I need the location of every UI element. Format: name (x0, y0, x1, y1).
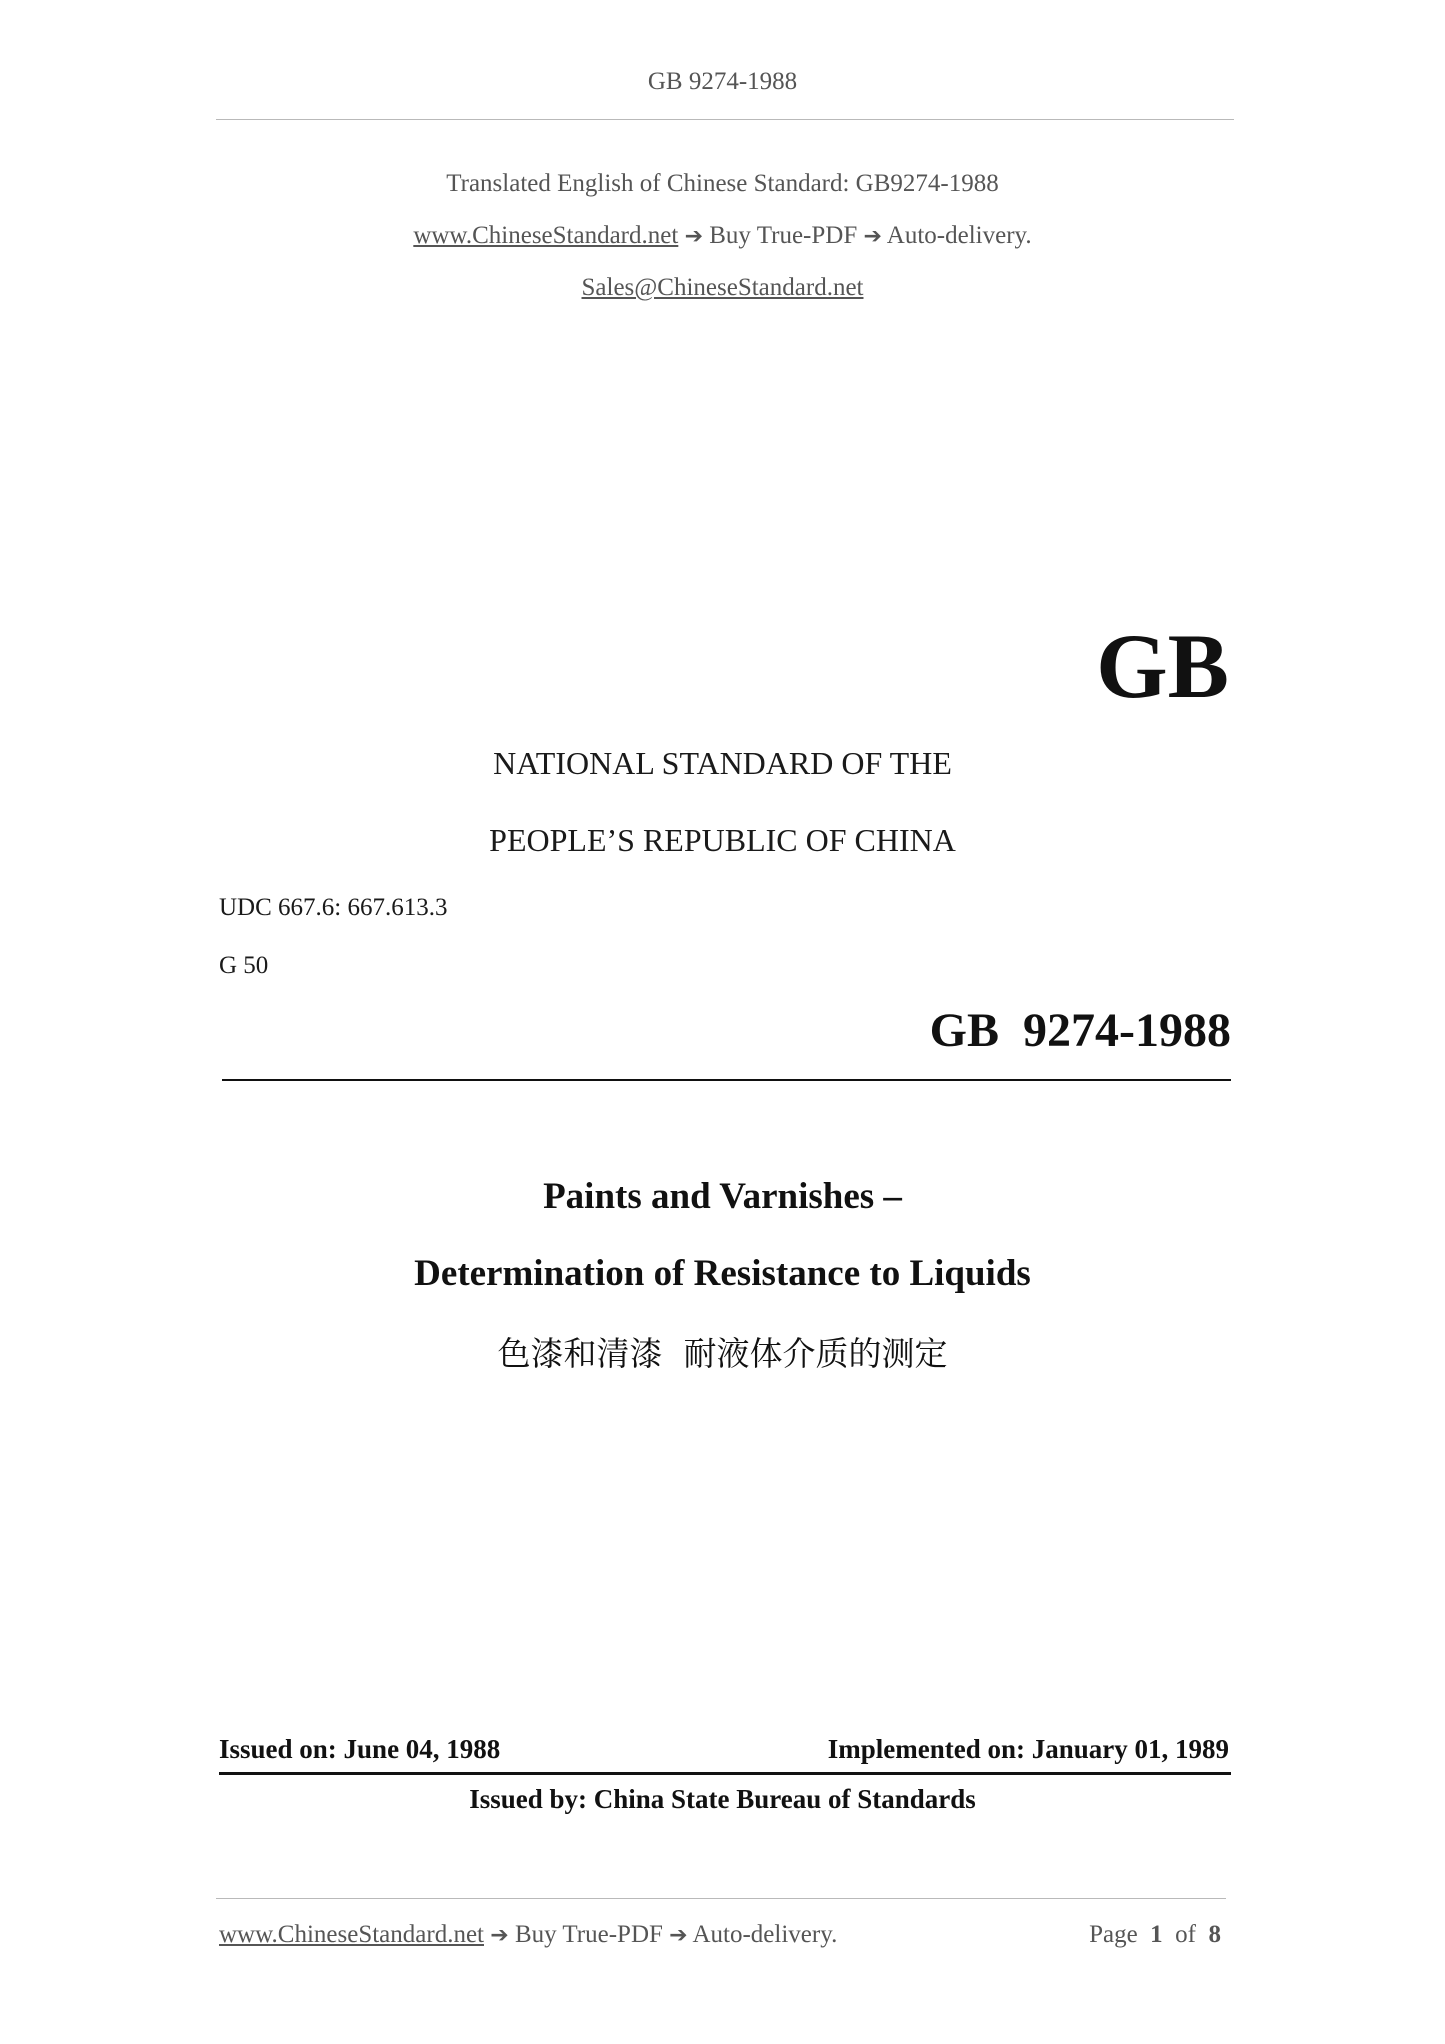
udc-code: UDC 667.6: 667.613.3 (219, 894, 448, 921)
footer-buy-text: Buy True-PDF (514, 1921, 663, 1948)
running-header-title: GB 9274-1988 (647, 68, 798, 95)
arrow-right-icon: ➔ (863, 224, 882, 249)
email-link[interactable]: Sales@ChineseStandard.net (581, 274, 864, 301)
page-current: 1 (1150, 1921, 1163, 1948)
buy-line (0, 222, 1445, 250)
arrow-right-icon: ➔ (684, 224, 703, 249)
footer-auto-delivery-text: Auto-delivery. (692, 1921, 838, 1948)
classification-code: G 50 (219, 952, 269, 979)
footer-divider (216, 1898, 1226, 1899)
title-chinese: 色漆和清漆 耐液体介质的测定 (497, 1334, 948, 1373)
title-line2: Determination of Resistance to Liquids (414, 1253, 1031, 1294)
translated-line: Translated English of Chinese Standard: GB9274-1988 (446, 170, 999, 197)
auto-delivery-text: Auto-delivery. (886, 222, 1032, 249)
footer-buy-line (219, 1921, 837, 1949)
gb-logo: GB (1096, 615, 1229, 717)
arrow-right-icon: ➔ (490, 1923, 509, 1948)
issue-rule (219, 1772, 1231, 1775)
implemented-on: Implemented on: January 01, 1989 (827, 1734, 1229, 1764)
standard-number-rule (222, 1079, 1231, 1081)
page-indicator (1089, 1921, 1221, 1949)
national-standard-line1: NATIONAL STANDARD OF THE (493, 745, 952, 781)
buy-text: Buy True-PDF (709, 222, 858, 249)
issued-by: Issued by: China State Bureau of Standards (469, 1784, 976, 1814)
page-total: 8 (1208, 1921, 1221, 1948)
arrow-right-icon: ➔ (669, 1923, 688, 1948)
footer-site-link[interactable]: www.ChineseStandard.net (219, 1921, 484, 1948)
title-line1: Paints and Varnishes – (543, 1176, 902, 1217)
national-standard-line2: PEOPLE’S REPUBLIC OF CHINA (489, 822, 956, 858)
email-line (0, 274, 1445, 302)
page-label: Page (1089, 1921, 1138, 1948)
header-divider (216, 119, 1234, 120)
issued-on: Issued on: June 04, 1988 (219, 1734, 501, 1764)
site-link[interactable]: www.ChineseStandard.net (413, 222, 679, 249)
page-of: of (1175, 1921, 1196, 1948)
standard-number: GB 9274-1988 (929, 1004, 1231, 1057)
